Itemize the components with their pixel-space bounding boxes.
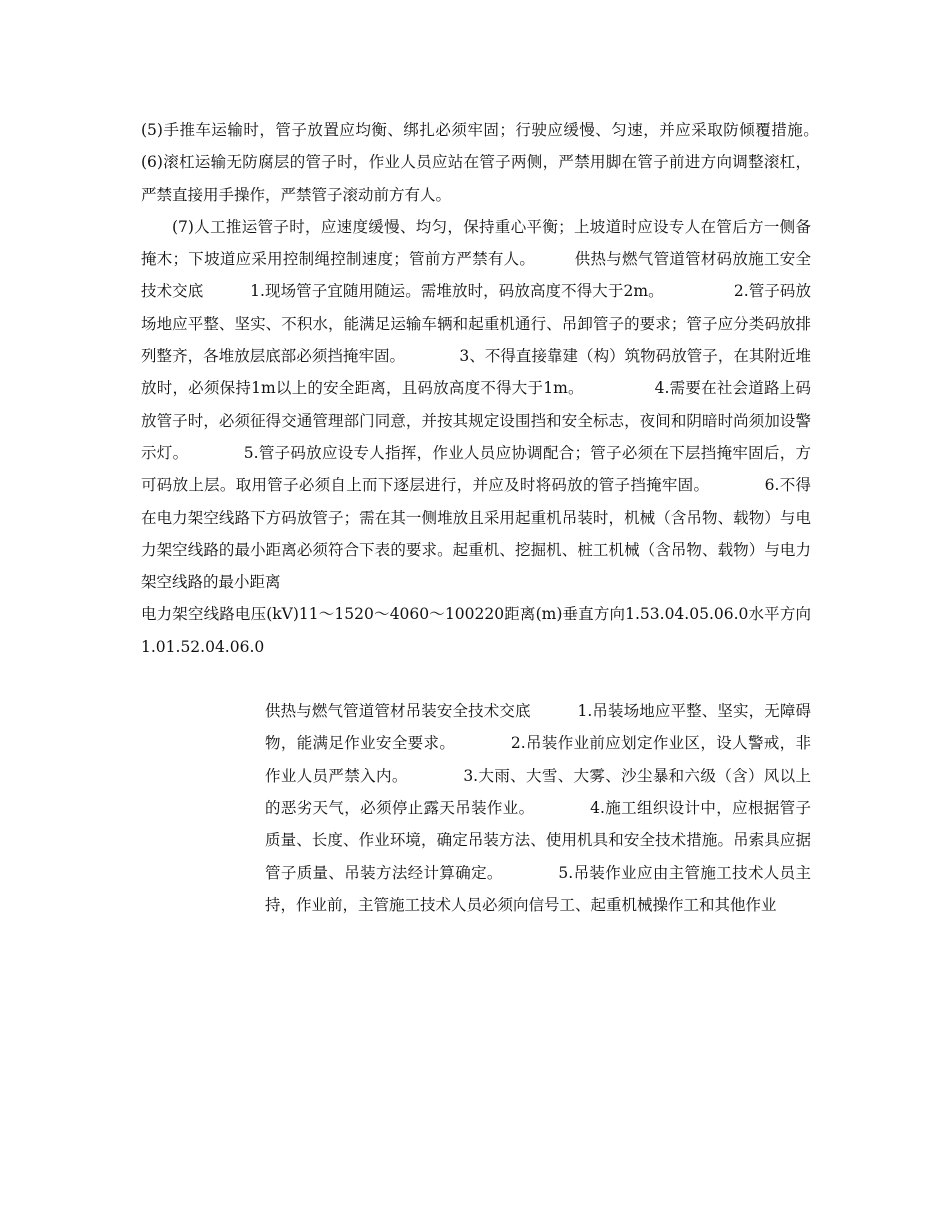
document-page <box>141 114 889 921</box>
paragraph-distance-table: 电力架空线路电压(kV)11～1520～4060～100220距离(m)垂直方向1.53.04.05.06.0水平方向1.01.52.04.06.0 <box>141 605 811 656</box>
paragraph-hoisting-rules: 供热与燃气管道管材吊装安全技术交底 1.吊装场地应平整、坚实，无障碍物，能满足作业安全要求。 2.吊装作业前应划定作业区，设人警戒，非作业人员严禁入内。 3.大雨、大雪、大雾、沙尘暴和六级（含）风以上的恶劣天气，必须停止露天吊装作业。 4.施工组织设计中，应根据管子质量、长度、作业环境，确定吊装方法、使用机具和安全技术措施。吊索具应据管子质量、吊装方法经计算确定。 5.吊装作业应由主管施工技术人员主持，作业前，主管施工技术人员必须向信号工、起重机械操作工和其他作业 <box>265 702 811 914</box>
paragraph-stacking-rules: (7)人工推运管子时，应速度缓慢、均匀，保持重心平衡；上坡道时应设专人在管后方一侧备掩木；下坡道应采用控制绳控制速度；管前方严禁有人。 供热与燃气管道管材码放施工安全技术交底 1.现场管子宜随用随运。需堆放时，码放高度不得大于2m。 2.管子码放场地应平整、坚实、不积水，能满足运输车辆和起重机通行、吊卸管子的要求；管子应分类码放排列整齐，各堆放层底部必须挡掩牢固。 3、不得直接靠建（构）筑物码放管子，在其附近堆放时，必须保持1m以上的安全距离，且码放高度不得大于1m。 4.需要在社会道路上码放管子时，必须征得交通管理部门同意，并按其规定设围挡和安全标志，夜间和阴暗时尚须加设警示灯。 5.管子码放应设专人指挥，作业人员应协调配合；管子必须在下层挡掩牢固后，方可码放上层。取用管子必须自上而下逐层进行，并应及时将码放的管子挡掩牢固。 6.不得在电力架空线路下方码放管子；需在其一侧堆放且采用起重机吊装时，机械（含吊物、载物）与电力架空线路的最小距离必须符合下表的要求。起重机、挖掘机、桩工机械（含吊物、载物）与电力架空线路的最小距离 <box>141 217 811 592</box>
paragraph-transport-rules: (5)手推车运输时，管子放置应均衡、绑扎必须牢固；行驶应缓慢、匀速，并应采取防倾覆措施。 (6)滚杠运输无防腐层的管子时，作业人员应站在管子两侧，严禁用脚在管子前进方向调整滚杠，严禁直接用手操作，严禁管子滚动前方有人。 <box>141 121 889 204</box>
blank-line <box>141 663 811 695</box>
